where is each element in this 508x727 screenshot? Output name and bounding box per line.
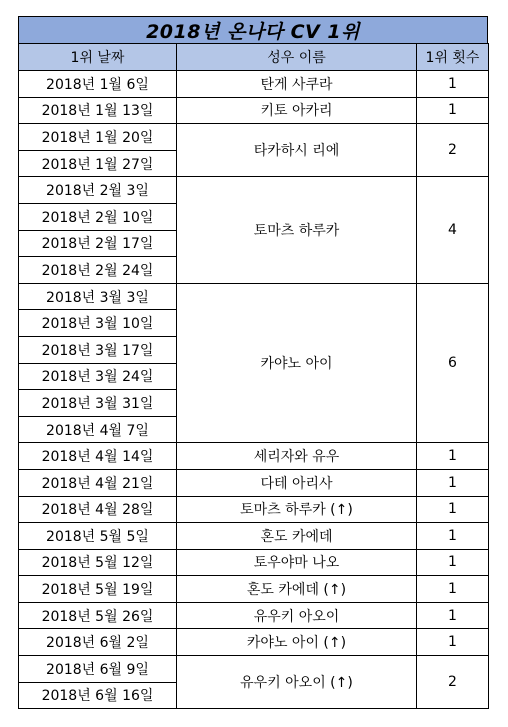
rank-count-cell: 1	[417, 576, 489, 603]
header-name: 성우 이름	[177, 44, 417, 71]
date-cell: 2018년 4월 14일	[19, 443, 177, 470]
rank-count-cell: 1	[417, 629, 489, 656]
table-row	[19, 523, 489, 550]
date-cell: 2018년 4월 28일	[19, 496, 177, 523]
rank-count-cell: 1	[417, 443, 489, 470]
table-row	[19, 443, 489, 470]
date-cell: 2018년 5월 19일	[19, 576, 177, 603]
table-row	[19, 71, 489, 98]
date-cell: 2018년 5월 5일	[19, 523, 177, 550]
date-cell: 2018년 3월 31일	[19, 390, 177, 417]
table-row	[19, 629, 489, 656]
voice-actor-name-cell: 타카하시 리에	[177, 124, 417, 177]
date-cell: 2018년 2월 24일	[19, 257, 177, 284]
date-cell: 2018년 5월 26일	[19, 602, 177, 629]
voice-actor-name-cell: 다테 아리사	[177, 469, 417, 496]
rank-count-cell: 1	[417, 97, 489, 124]
voice-actor-name-cell: 유우키 아오이	[177, 602, 417, 629]
voice-actor-name-cell: 토마츠 하루카	[177, 177, 417, 283]
rank-count-cell: 4	[417, 177, 489, 283]
voice-actor-name-cell: 카야노 아이	[177, 283, 417, 443]
voice-actor-name-cell: 카야노 아이 (↑)	[177, 629, 417, 656]
rank-count-cell: 1	[417, 496, 489, 523]
table-row	[19, 177, 489, 204]
header-count: 1위 횟수	[417, 44, 489, 71]
table-row	[19, 656, 489, 683]
rank-count-cell: 1	[417, 523, 489, 550]
rank-count-cell: 1	[417, 602, 489, 629]
header-row	[19, 44, 489, 71]
voice-actor-name-cell: 토마츠 하루카 (↑)	[177, 496, 417, 523]
table-row	[19, 576, 489, 603]
sheet-title: 2018년 온나다 CV 1위	[18, 16, 488, 43]
table-row	[19, 496, 489, 523]
date-cell: 2018년 3월 10일	[19, 310, 177, 337]
date-cell: 2018년 2월 3일	[19, 177, 177, 204]
table-body	[19, 71, 489, 709]
rank-count-cell: 2	[417, 656, 489, 709]
table-row	[19, 97, 489, 124]
table-row	[19, 283, 489, 310]
rank-count-cell: 1	[417, 549, 489, 576]
ranking-table	[18, 43, 489, 709]
date-cell: 2018년 1월 13일	[19, 97, 177, 124]
date-cell: 2018년 5월 12일	[19, 549, 177, 576]
date-cell: 2018년 1월 27일	[19, 150, 177, 177]
table-row	[19, 549, 489, 576]
voice-actor-name-cell: 탄게 사쿠라	[177, 71, 417, 98]
voice-actor-name-cell: 키토 아카리	[177, 97, 417, 124]
date-cell: 2018년 6월 16일	[19, 682, 177, 709]
date-cell: 2018년 2월 10일	[19, 203, 177, 230]
date-cell: 2018년 1월 6일	[19, 71, 177, 98]
date-cell: 2018년 6월 9일	[19, 656, 177, 683]
date-cell: 2018년 3월 24일	[19, 363, 177, 390]
header-date: 1위 날짜	[19, 44, 177, 71]
date-cell: 2018년 3월 17일	[19, 336, 177, 363]
date-cell: 2018년 2월 17일	[19, 230, 177, 257]
date-cell: 2018년 6월 2일	[19, 629, 177, 656]
ranking-sheet	[18, 16, 488, 709]
voice-actor-name-cell: 유우키 아오이 (↑)	[177, 656, 417, 709]
date-cell: 2018년 4월 21일	[19, 469, 177, 496]
table-row	[19, 124, 489, 151]
voice-actor-name-cell: 토우야마 나오	[177, 549, 417, 576]
voice-actor-name-cell: 혼도 카에데 (↑)	[177, 576, 417, 603]
table-row	[19, 469, 489, 496]
date-cell: 2018년 4월 7일	[19, 416, 177, 443]
rank-count-cell: 6	[417, 283, 489, 443]
voice-actor-name-cell: 세리자와 유우	[177, 443, 417, 470]
date-cell: 2018년 3월 3일	[19, 283, 177, 310]
rank-count-cell: 1	[417, 71, 489, 98]
rank-count-cell: 2	[417, 124, 489, 177]
voice-actor-name-cell: 혼도 카에데	[177, 523, 417, 550]
rank-count-cell: 1	[417, 469, 489, 496]
table-row	[19, 602, 489, 629]
date-cell: 2018년 1월 20일	[19, 124, 177, 151]
